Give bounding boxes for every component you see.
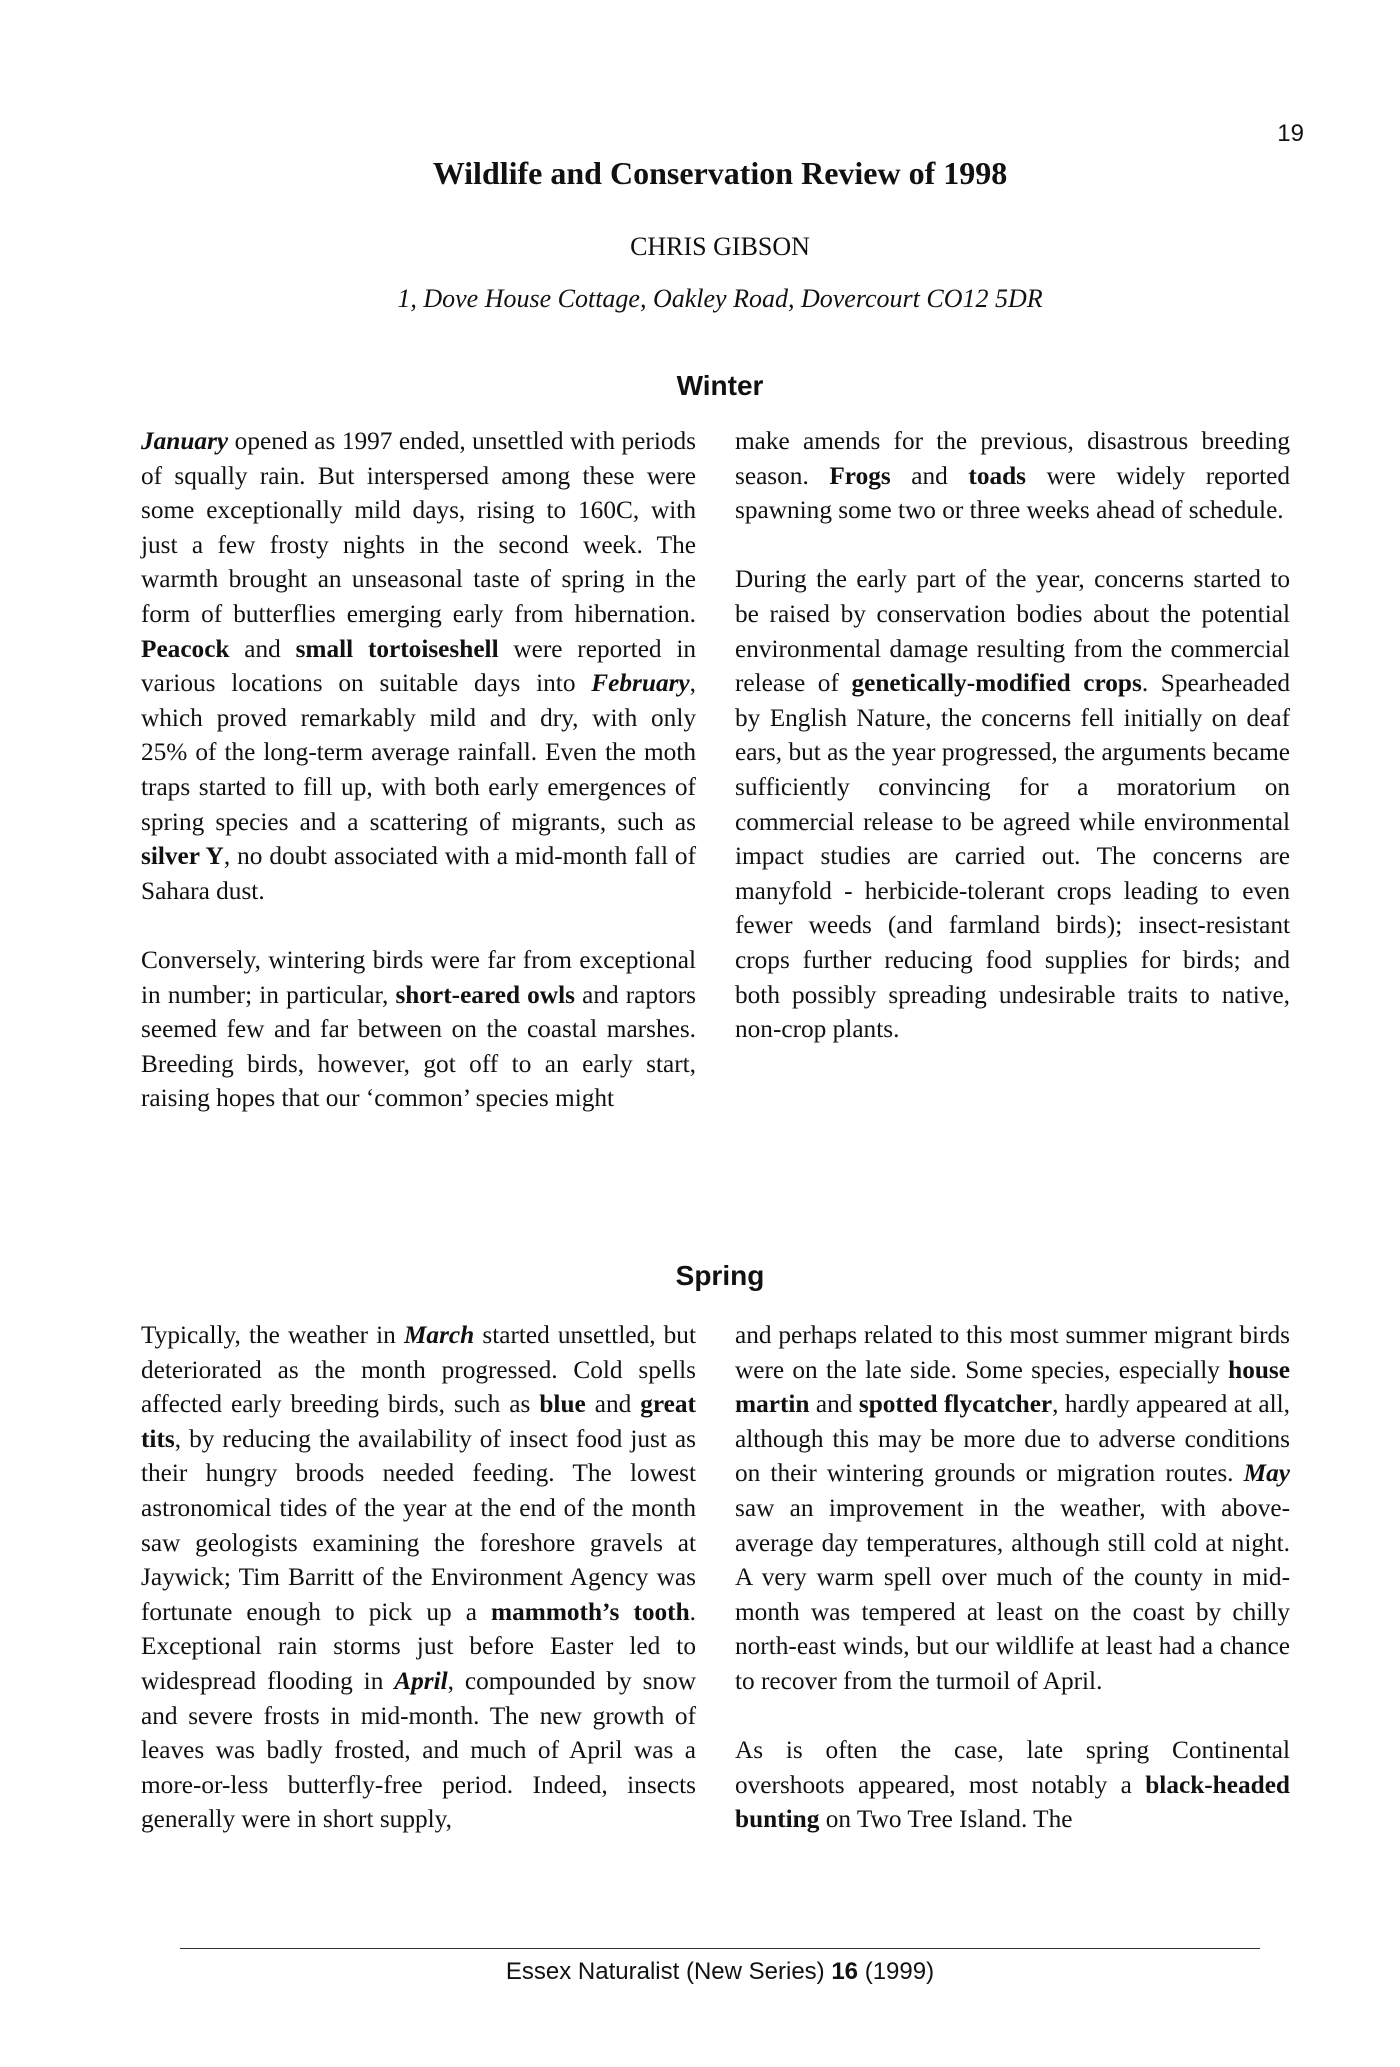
paragraph xyxy=(735,424,1290,528)
month-name: February xyxy=(591,669,690,698)
paragraph xyxy=(735,1733,1290,1837)
month-name: March xyxy=(403,1321,475,1349)
volume-number: 16 xyxy=(831,1958,859,1985)
journal-name: Essex Naturalist (New Series) xyxy=(505,1958,832,1985)
text-run: were reported in various locations on suitable days into xyxy=(141,634,696,698)
text-run: make amends for the previous, disastrous breeding season. xyxy=(735,427,1290,490)
text-run: , by reducing the availability of insect food just as their hungry broods needed feeding. The lowest astronomical tides of the year at the end of the month saw geologists examining the foreshore gravels at Jaywick; Tim Barritt of the Environment Agency was fortunate enough to pick up a xyxy=(141,1424,696,1626)
text-run: on Two Tree Island. The xyxy=(819,1805,1073,1834)
species-name: black-headed bunting xyxy=(735,1770,1290,1834)
text-run: As is often the case, late spring Continental overshoots appeared, most notably a xyxy=(735,1736,1290,1799)
footer-citation xyxy=(0,1958,1400,1986)
paragraph xyxy=(141,424,696,908)
text-run: Conversely, wintering birds were far from exceptional in number; in particular, xyxy=(141,945,696,1009)
species-name: toads xyxy=(968,461,1027,490)
month-name: January xyxy=(141,427,229,455)
footer-rule xyxy=(180,1948,1260,1949)
text-run: , compounded by snow and severe frosts in mid-month. The new growth of leaves was badly frosted, and much of April was a more-or-less butterfly-free period. Indeed, insects generally were in short supply, xyxy=(141,1666,696,1834)
section-heading-spring: Spring xyxy=(675,1260,765,1291)
text-run: started unsettled, but deteriorated as the month progressed. Cold spells affected early breeding birds, such as xyxy=(141,1321,696,1419)
spring-left-column xyxy=(141,1318,696,1872)
text-run: were widely reported spawning some two or three weeks ahead of schedule. xyxy=(735,461,1291,525)
species-name: great tits xyxy=(141,1390,696,1453)
author-name: CHRIS GIBSON xyxy=(630,232,810,261)
species-name: house martin xyxy=(735,1355,1290,1419)
text-run: , hardly appeared at all, although this may be more due to adverse conditions on their wintering grounds or migration routes. xyxy=(735,1390,1290,1488)
paragraph xyxy=(141,1318,696,1837)
species-name: spotted flycatcher xyxy=(858,1390,1053,1419)
species-name: short-eared owls xyxy=(395,980,575,1009)
text-run: saw an improvement in the weather, with above-average day temperatures, although still cold at night. A very warm spell over much of the county in mid-month was tempered at least on the coast by chilly north-east winds, but our wildlife at least had a chance to recover from the turmoil of April. xyxy=(735,1493,1290,1695)
page-number: 19 xyxy=(1277,120,1304,147)
text-run: and perhaps related to this most summer migrant birds were on the late side. Some species, especially xyxy=(735,1321,1290,1384)
species-name: silver Y xyxy=(141,842,224,871)
publication-year: (1999) xyxy=(858,1958,935,1985)
author-address: 1, Dove House Cottage, Oakley Road, Dovercourt CO12 5DR xyxy=(397,284,1043,313)
text-run: opened as 1997 ended, unsettled with periods of squally rain. But interspersed among these were some exceptionally mild days, rising to 160C, with just a few frosty nights in the second week. The warmth brought an unseasonal taste of spring in the form of butterflies emerging early from hibernation. xyxy=(141,427,696,628)
text-run: and xyxy=(229,634,296,663)
text-run: During the early part of the year, concerns started to be raised by conservation bodies about the potential environmental damage resulting from the commercial release of xyxy=(735,565,1290,698)
text-run: , which proved remarkably mild and dry, with only 25% of the long-term average rainfall. Even the moth traps started to fill up, with both early emergences of spring species and a scattering of migrants, such as xyxy=(141,669,696,836)
text-run: and xyxy=(585,1390,641,1419)
key-term: genetically-modified crops xyxy=(851,669,1142,698)
text-run: , no doubt associated with a mid-month fall of Sahara dust. xyxy=(141,842,697,905)
section-heading-winter: Winter xyxy=(676,370,764,401)
text-run: . Spearheaded by English Nature, the concerns fell initially on deaf ears, but as the year progressed, the arguments became sufficiently convincing for a moratorium on commercial release to be agreed while environmental impact studies are carried out. The concerns are manyfold - herbicide-tolerant crops leading to even fewer weeds (and farmland birds); insect-resistant crops further reducing food supplies for birds; and both possibly spreading undesirable traits to native, non-crop plants. xyxy=(735,669,1290,1044)
paragraph xyxy=(735,562,1290,1046)
month-name: April xyxy=(394,1666,448,1695)
text-run: . Exceptional rain storms just before Easter led to widespread flooding in xyxy=(141,1597,696,1695)
month-name: May xyxy=(1243,1459,1290,1488)
species-name: small tortoiseshell xyxy=(295,634,499,663)
text-run: and raptors seemed few and far between on the coastal marshes. Breeding birds, however, got off to an early start, raising hopes that our ‘common’ species might xyxy=(141,980,696,1113)
text-run: Typically, the weather in xyxy=(141,1321,404,1349)
key-term: mammoth’s tooth xyxy=(491,1597,690,1626)
species-name: Peacock xyxy=(141,634,230,663)
paragraph xyxy=(735,1318,1290,1699)
article-title: Wildlife and Conservation Review of 1998 xyxy=(432,155,1008,191)
text-run: and xyxy=(809,1390,859,1419)
paragraph xyxy=(141,943,696,1116)
winter-right-column xyxy=(735,424,1290,1081)
species-name: blue xyxy=(539,1390,586,1419)
winter-left-column xyxy=(141,424,696,1150)
species-name: Frogs xyxy=(829,461,891,490)
spring-right-column xyxy=(735,1318,1290,1872)
text-run: and xyxy=(890,461,969,490)
